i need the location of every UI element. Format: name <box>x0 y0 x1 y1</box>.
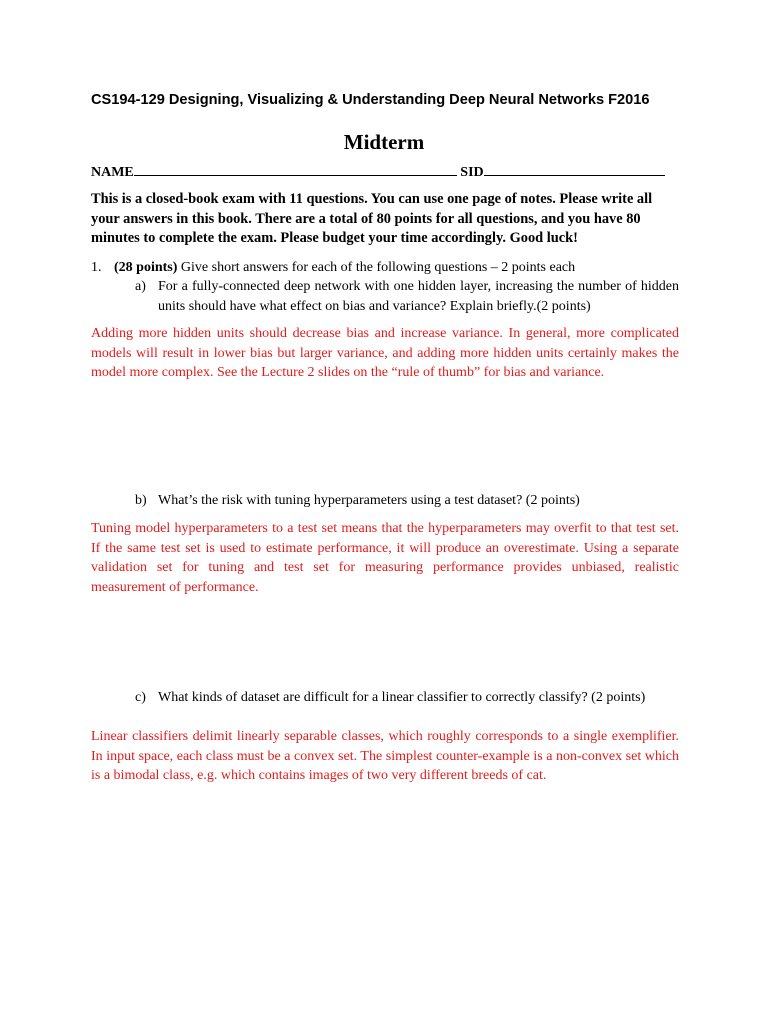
name-field-line[interactable] <box>134 163 457 176</box>
part-b-label: b) <box>135 493 147 508</box>
question-instruction: Give short answers for each of the following questions – 2 points each <box>177 260 576 275</box>
question-number: 1. <box>91 260 102 275</box>
part-c-label: c) <box>135 690 146 705</box>
course-title: CS194-129 Designing, Visualizing & Understanding Deep Neural Networks F2016 <box>91 92 650 108</box>
exam-title: Midterm <box>343 130 425 154</box>
question-points: (28 points) <box>114 260 178 275</box>
part-a-label: a) <box>135 279 146 294</box>
part-b-answer: Tuning model hyperparameters to a test set means that the hyperparameters may overfit to that test set. If the same test set is used to estimate performance, it will produce an overestimate. Using a separate validation set for tuning and test set for measuring performance provides unbiased, realistic measurement of performance. <box>91 521 679 595</box>
name-sid-row <box>91 163 681 181</box>
exam-instructions: This is a closed-book exam with 11 questions. You can use one page of notes. Please write all your answers in this book. There are a total of 80 points for all questions, and you have 80 minutes to complete the exam. Please budget your time accordingly. Good luck! <box>91 191 653 246</box>
part-c-answer: Linear classifiers delimit linearly separable classes, which roughly corresponds to a single exemplifier. In input space, each class must be a convex set. The simplest counter-example is a non-convex set which is a bimodal class, e.g. which contains images of two very different breeds of cat. <box>91 729 679 783</box>
sid-label: SID <box>460 165 484 180</box>
question-text <box>114 258 684 278</box>
part-a-question: For a fully-connected deep network with one hidden layer, increasing the number of hidden units should have what effect on bias and variance? Explain briefly.(2 points) <box>158 279 679 314</box>
part-a-answer: Adding more hidden units should decrease bias and increase variance. In general, more complicated models will result in lower bias but larger variance, and adding more hidden units certainly makes the model more complex. See the Lecture 2 slides on the “rule of thumb” for bias and variance. <box>91 326 679 380</box>
name-label: NAME <box>91 165 134 180</box>
sid-field-line[interactable] <box>484 163 665 176</box>
part-b-question: What’s the risk with tuning hyperparameters using a test dataset? (2 points) <box>158 493 580 508</box>
part-c-question: What kinds of dataset are difficult for a linear classifier to correctly classify? (2 points) <box>158 690 646 705</box>
